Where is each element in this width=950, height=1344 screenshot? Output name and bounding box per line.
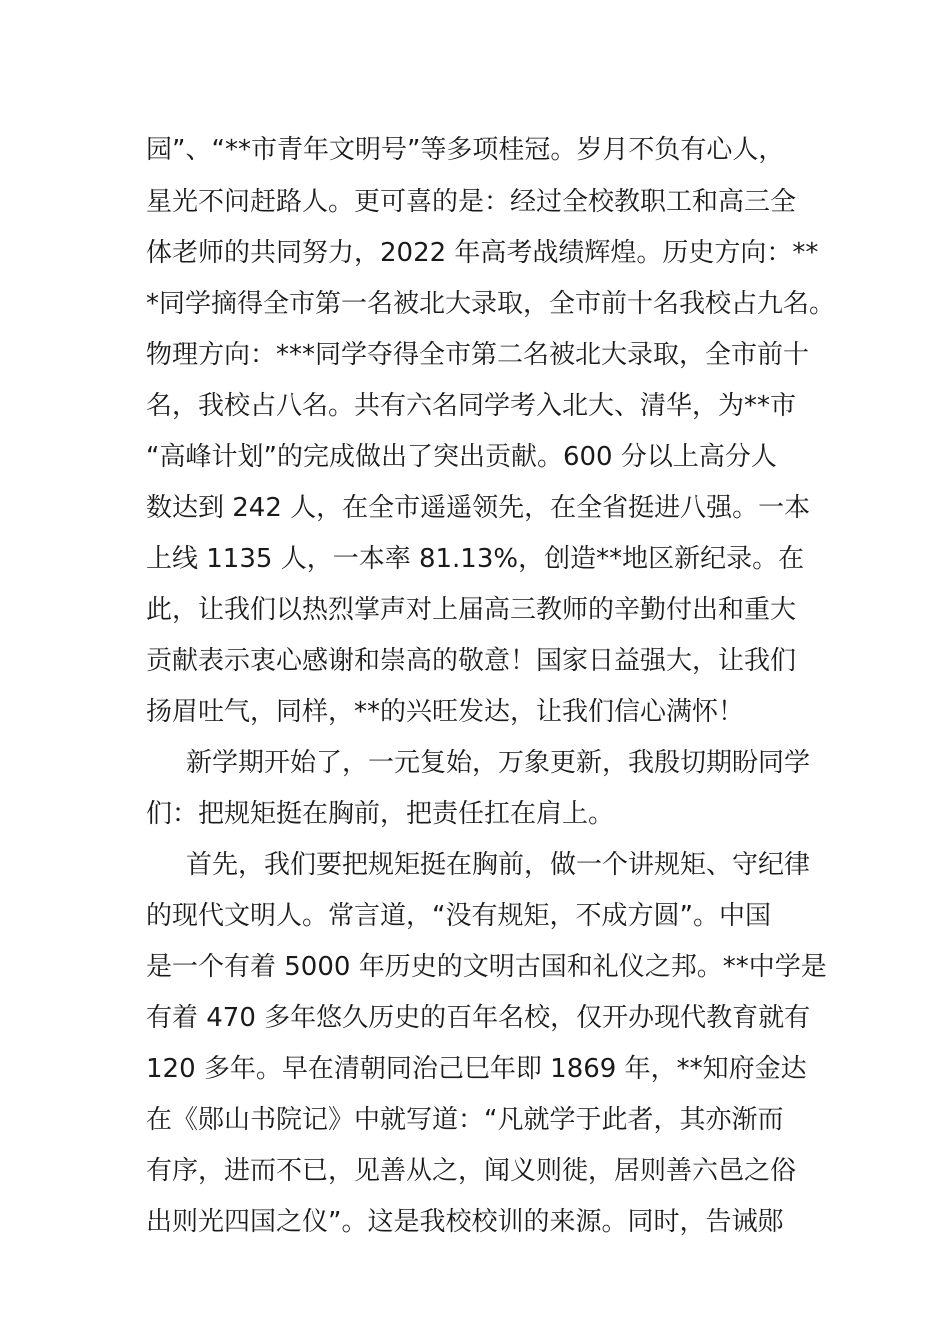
text-line: *同学摘得全市第一名被北大录取，全市前十名我校占九名。	[146, 289, 836, 319]
text-line: 园”、“**市青年文明号”等多项桂冠。岁月不负有心人，	[146, 135, 785, 165]
text-line: 上线 1135 人，一本率 81.13%，创造**地区新纪录。在	[146, 544, 805, 574]
text-line: 星光不问赶路人。更可喜的是：经过全校教职工和高三全	[146, 187, 797, 217]
text-line: 名，我校占八名。共有六名同学考入北大、清华，为**市	[146, 391, 797, 421]
text-line: 贡献表示衷心感谢和崇高的敬意！国家日益强大，让我们	[146, 646, 797, 676]
text-line: 在《郧山书院记》中就写道：“凡就学于此者，其亦渐而	[146, 1105, 784, 1135]
text-line: 此，让我们以热烈掌声对上届高三教师的辛勤付出和重大	[146, 595, 797, 625]
text-line: 出则光四国之仪”。这是我校校训的来源。同时，告诫郧	[146, 1207, 784, 1237]
text-line: 们：把规矩挺在胸前，把责任扛在肩上。	[146, 799, 615, 829]
text-line: 数达到 242 人，在全市遥遥领先，在全省挺进八强。一本	[146, 493, 811, 523]
text-line: “高峰计划”的完成做出了突出贡献。600 分以上高分人	[146, 442, 777, 472]
text-line: 是一个有着 5000 年历史的文明古国和礼仪之邦。**中学是	[146, 952, 827, 982]
paragraph-first-line: 首先，我们要把规矩挺在胸前，做一个讲规矩、守纪律	[186, 850, 811, 880]
text-line: 体老师的共同努力，2022 年高考战绩辉煌。历史方向：**	[146, 238, 819, 268]
text-line: 有序，进而不已，见善从之，闻义则徙，居则善六邑之俗	[146, 1156, 797, 1186]
paragraph-first-line: 新学期开始了，一元复始，万象更新，我殷切期盼同学	[186, 748, 811, 778]
text-line: 的现代文明人。常言道，“没有规矩，不成方圆”。中国	[146, 901, 771, 931]
text-line: 物理方向：***同学夺得全市第二名被北大录取，全市前十	[146, 340, 810, 370]
text-line: 120 多年。早在清朝同治己巳年即 1869 年，**知府金达	[146, 1054, 807, 1084]
text-line: 有着 470 多年悠久历史的百年名校，仅开办现代教育就有	[146, 1003, 811, 1033]
text-line: 扬眉吐气，同样，**的兴旺发达，让我们信心满怀！	[146, 697, 745, 727]
